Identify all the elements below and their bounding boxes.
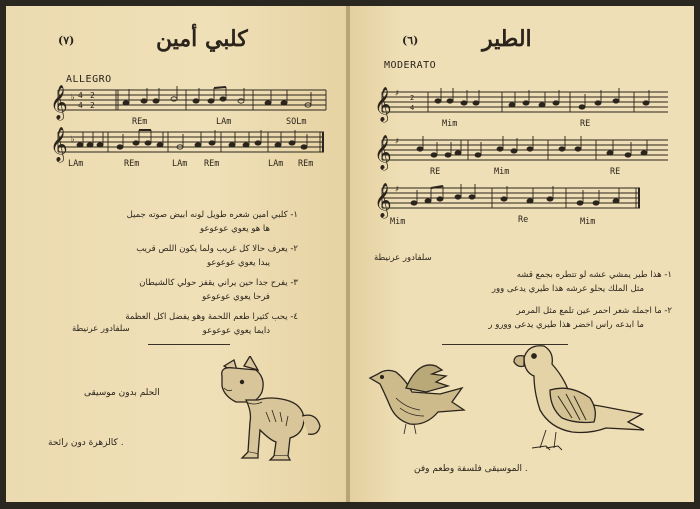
left-credit: سلفادور عرنيطة	[72, 324, 130, 334]
svg-text:♯: ♯	[394, 137, 400, 147]
svg-text:𝄞: 𝄞	[374, 183, 392, 218]
sparrow-illustration	[366, 358, 466, 438]
verse-refrain: مثل الملك يحلو عرشه هذا طيري يدعى وور	[491, 284, 644, 294]
right-lyrics	[488, 268, 672, 332]
svg-text:2: 2	[90, 91, 95, 100]
left-tempo-marking: ALLEGRO	[66, 74, 112, 85]
svg-text:♯: ♯	[394, 185, 400, 195]
chord-label: Mim	[580, 217, 596, 227]
left-page	[6, 6, 346, 502]
divider	[148, 344, 230, 345]
right-staff-2	[370, 134, 670, 184]
svg-text:4: 4	[78, 91, 83, 100]
chord-label: LAm	[68, 159, 84, 169]
chord-label: RE	[430, 167, 441, 177]
chord-label: Mim	[494, 167, 510, 177]
treble-clef-icon: 𝄞	[50, 85, 68, 120]
verse-refrain: ها هو يعوي عوعوعو	[200, 224, 270, 234]
verse-refrain: يبدا يعوي عوعوعو	[206, 258, 270, 268]
left-page-number: (٧)	[58, 34, 75, 47]
svg-text:♯: ♯	[394, 89, 400, 99]
left-staff-2	[46, 126, 331, 176]
chord-label: Mim	[390, 217, 406, 227]
verse-refrain: دايما يعوي عوعوعو	[202, 326, 270, 336]
svg-text:𝄞: 𝄞	[374, 87, 392, 122]
chord-label: REm	[124, 159, 140, 169]
right-staff-1	[370, 86, 670, 136]
verse-line: ١- هذا طير يمشي عشه لو تتطره بجمع قشه	[516, 270, 672, 280]
verse-line: ٣- يفرح جدا حين يراني يقفز حولي كالشيطان	[139, 278, 298, 288]
svg-text:2: 2	[90, 101, 95, 110]
treble-clef-icon: 𝄞	[50, 127, 68, 162]
chord-label: LAm	[172, 159, 188, 169]
chord-label: Mim	[442, 119, 458, 129]
left-lyrics	[125, 208, 298, 338]
right-page	[350, 6, 694, 502]
chord-label: REm	[204, 159, 220, 169]
parrot-illustration	[510, 340, 650, 456]
svg-text:4: 4	[78, 101, 83, 110]
svg-text:𝄞: 𝄞	[374, 135, 392, 170]
right-credit: سلفادور عرنيطة	[374, 253, 432, 263]
verse-refrain: ما ابدعه راس اخضر هذا طيري يدعى وورو ر	[488, 320, 644, 330]
chord-label: RE	[610, 167, 621, 177]
right-tempo-marking: MODERATO	[384, 60, 437, 71]
caption-top: الحلم بدون موسيقى	[84, 388, 160, 398]
svg-text:♭: ♭	[70, 93, 76, 103]
dog-illustration	[212, 356, 330, 468]
chord-label: LAm	[216, 117, 232, 127]
caption-bottom: . كالزهرة دون رائحة	[48, 438, 124, 448]
right-song-title: الطير	[482, 26, 532, 52]
verse-line: ٢- ما اجمله شعر احمر عين تلمع مثل المرمر	[516, 306, 672, 316]
verse-line: ١- كلبي امين شعره طويل لونه ابيض صوته جميل	[126, 210, 298, 220]
chord-label: SOLm	[286, 117, 307, 127]
chord-label: LAm	[268, 159, 284, 169]
verse-line: ٢- يعرف حالا كل غريب ولما يكون اللص قريب	[136, 244, 298, 254]
svg-text:4: 4	[410, 104, 415, 112]
right-staff-3	[370, 182, 670, 232]
verse-line: ٤- يحب كثيرا طعم اللحمة وهو يفضل اكل العظمة	[125, 312, 298, 322]
chord-label: Re	[518, 215, 529, 225]
right-page-number: (٦)	[402, 34, 419, 47]
chord-label: REm	[298, 159, 314, 169]
svg-text:♭: ♭	[70, 135, 76, 145]
svg-text:2: 2	[410, 94, 415, 102]
chord-label: REm	[132, 117, 148, 127]
right-caption: . الموسيقى فلسفة وطعم وفن	[414, 464, 528, 474]
left-song-title: كلبي أمين	[156, 26, 248, 52]
verse-refrain: فرحا يعوي عوعوعو	[202, 292, 270, 302]
chord-label: RE	[580, 119, 591, 129]
